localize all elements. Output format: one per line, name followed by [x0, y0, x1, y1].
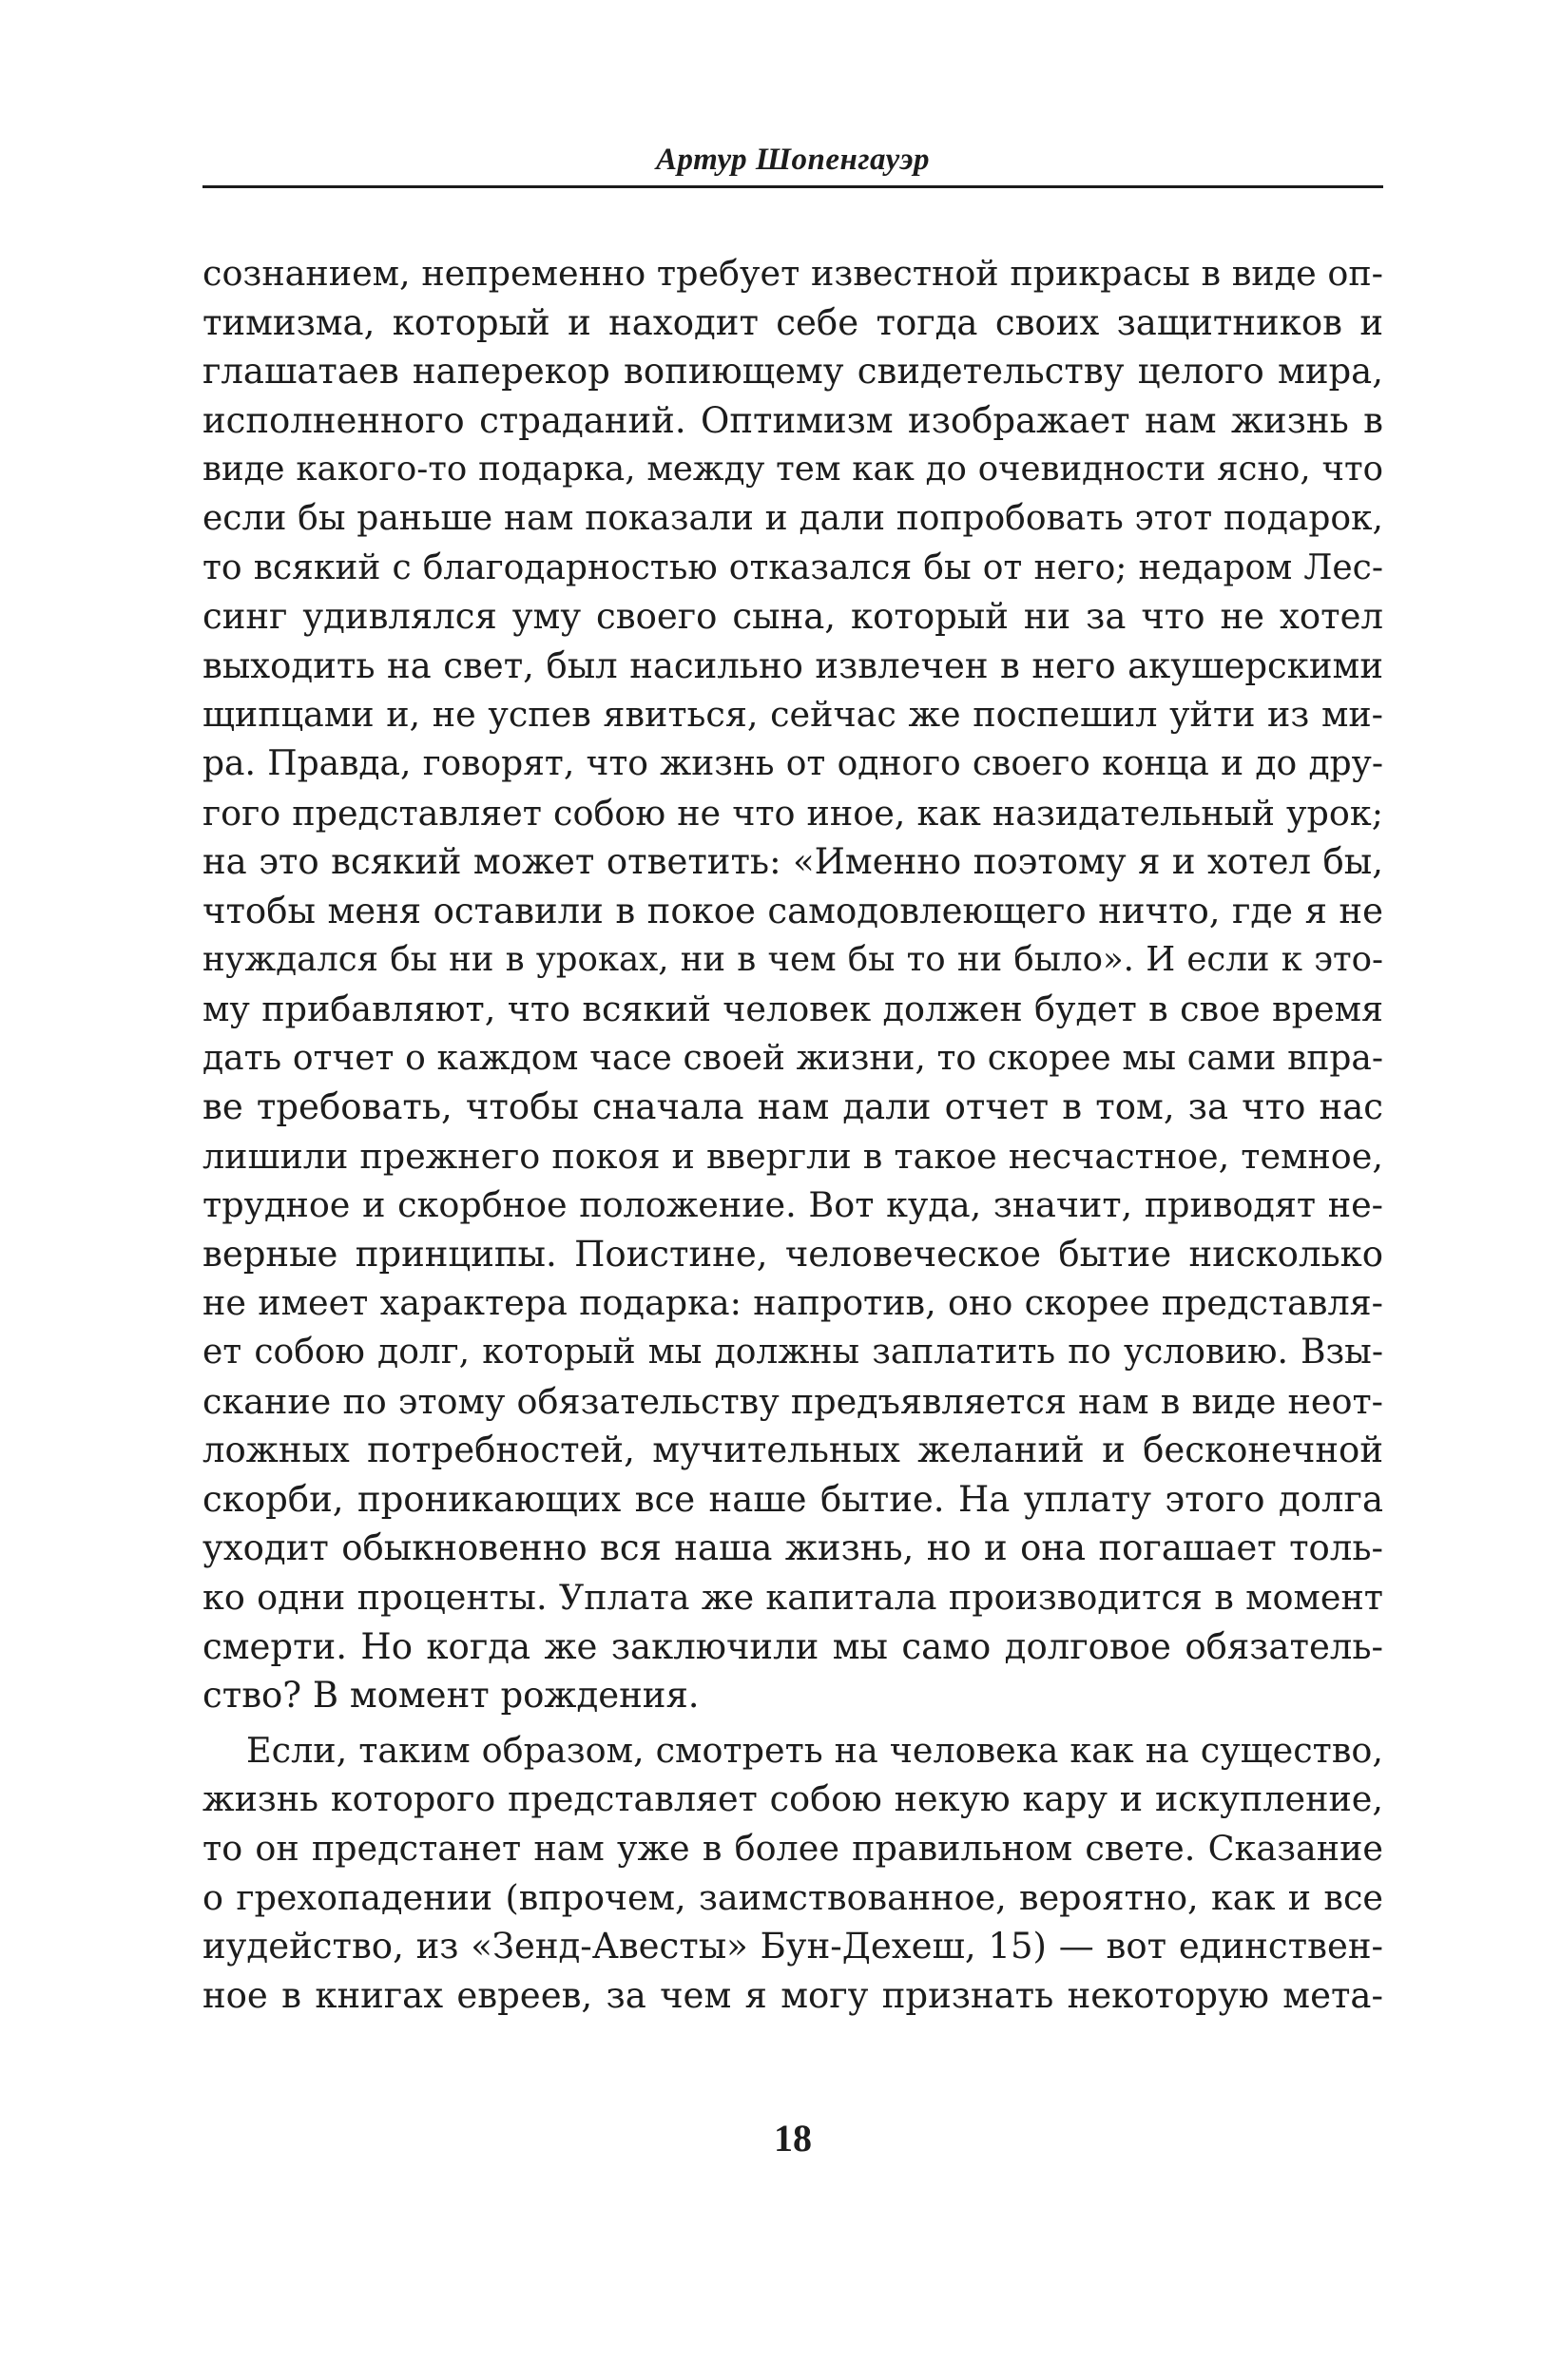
text-line: то всякий с благодарностью отказался бы от него; недаром Лес-	[202, 547, 1383, 587]
body-text	[202, 249, 1383, 2020]
text-line: выходить на свет, был насильно извлечен в него акушерскими	[202, 644, 1383, 686]
text-line: ра. Правда, говорят, что жизнь от одного своего конца и до дру-	[202, 743, 1383, 783]
paragraph	[202, 249, 1383, 1720]
text-line: нуждался бы ни в уроках, ни в чем бы то ни было». И если к это-	[202, 940, 1383, 980]
text-line: исполненного страданий. Оптимизм изображает нам жизнь в	[202, 399, 1383, 441]
paragraph	[202, 1726, 1383, 2021]
header-rule	[202, 185, 1383, 188]
text-line: скорби, проникающих все наше бытие. На уплату этого долга	[202, 1478, 1383, 1520]
text-line: ное в книгах евреев, за чем я могу признать некоторую мета-	[202, 1974, 1383, 2016]
text-line: на это всякий может ответить: «Именно поэтому я и хотел бы,	[202, 841, 1383, 883]
text-line: скание по этому обязательству предъявляется нам в виде неот-	[202, 1380, 1383, 1422]
text-line: то он предстанет нам уже в более правильном свете. Сказание	[202, 1828, 1383, 1869]
text-line: иудейство, из «Зенд-Авесты» Бун-Дехеш, 15) — вот единствен-	[202, 1926, 1383, 1967]
text-line: щипцами и, не успев явиться, сейчас же поспешил уйти из ми-	[202, 694, 1383, 736]
text-line: виде какого-то подарка, между тем как до очевидности ясно, что	[202, 450, 1383, 489]
text-line: ложных потребностей, мучительных желаний и бесконечной	[202, 1430, 1383, 1471]
text-line: глашатаев наперекор вопиющему свидетельству целого мира,	[202, 351, 1383, 393]
text-line: сознанием, непременно требует известной прикрасы в виде оп-	[202, 253, 1383, 294]
text-line: тимизма, который и находит себе тогда своих защитников и	[202, 301, 1383, 343]
text-line: если бы раньше нам показали и дали попробовать этот подарок,	[202, 498, 1383, 538]
text-line: трудное и скорбное положение. Вот куда, значит, приводят не-	[202, 1184, 1383, 1226]
running-head-author: Артур Шопенгауэр	[656, 143, 930, 177]
text-line: лишили прежнего покоя и ввергли в такое несчастное, темное,	[202, 1135, 1383, 1177]
text-line: не имеет характера подарка: напротив, оно скорее представля-	[202, 1282, 1383, 1324]
text-line: жизнь которого представляет собою некую кару и искупление,	[202, 1778, 1383, 1820]
text-line: ко одни проценты. Уплата же капитала производится в момент	[202, 1577, 1383, 1619]
text-line: верные принципы. Поистине, человеческое бытие нисколько	[202, 1233, 1383, 1275]
text-line: гого представляет собою не что иное, как назидательный урок;	[202, 792, 1383, 834]
page-number: 18	[774, 2117, 812, 2159]
text-line: о грехопадении (впрочем, заимствованное, вероятно, как и все	[202, 1876, 1383, 1918]
text-line: Если, таким образом, смотреть на человека как на существо,	[246, 1729, 1383, 1771]
text-line: ет собою долг, который мы должны заплатить по условию. Взы-	[202, 1333, 1383, 1372]
text-line: смерти. Но когда же заключили мы само долговое обязатель-	[202, 1625, 1383, 1667]
text-line: дать отчет о каждом часе своей жизни, то скорее мы сами впра-	[202, 1038, 1383, 1078]
text-line: уходит обыкновенно вся наша жизнь, но и она погашает толь-	[202, 1527, 1383, 1569]
text-line: синг удивлялся уму своего сына, который ни за что не хотел	[202, 596, 1383, 638]
text-line: чтобы меня оставили в покое самодовлеющего ничто, где я не	[202, 890, 1383, 931]
text-line: ство? В момент рождения.	[202, 1675, 700, 1717]
text-line: му прибавляют, что всякий человек должен будет в свое время	[202, 988, 1383, 1029]
text-line: ве требовать, чтобы сначала нам дали отчет в том, за что нас	[202, 1086, 1383, 1128]
